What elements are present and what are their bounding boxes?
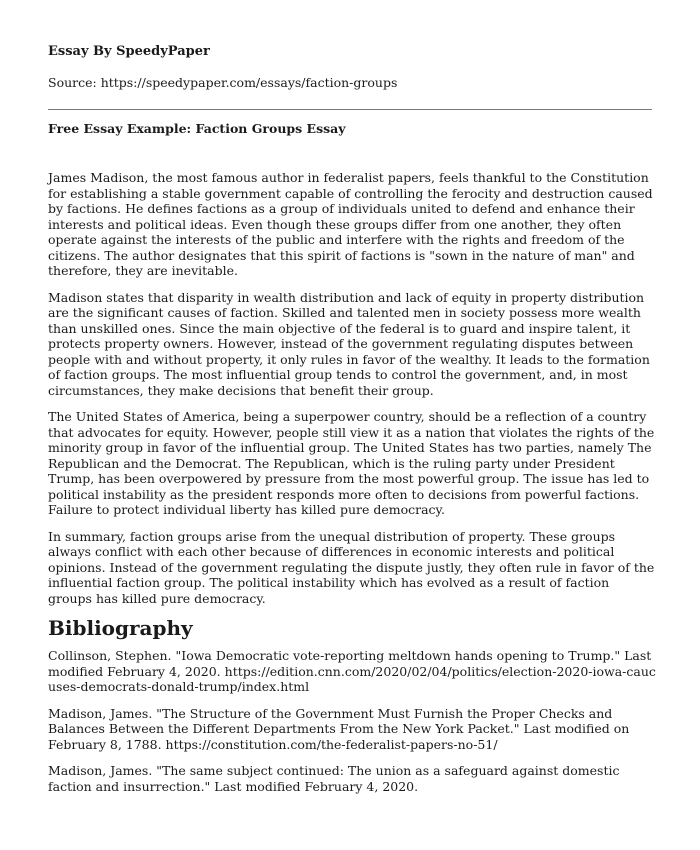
citation-text: Collinson, Stephen. "Iowa Democratic vote-reporting meltdown hands opening to Trump." Last modified February 4, 2020. bbox=[48, 648, 652, 679]
brand-title: Essay By SpeedyPaper bbox=[48, 44, 210, 59]
divider bbox=[48, 109, 652, 110]
citation-text: Madison, James. "The Structure of the Government Must Furnish the Proper Checks and Balances Between the Different Departments From the New York Packet." Last modified on February 8, 1788. bbox=[48, 705, 630, 752]
paragraph: James Madison, the most famous author in federalist papers, feels thankful to the Constitution for establishing a stable government capable of controlling the ferocity and destruction caused by factions. He defines factions as a group of individuals united to defend and enhance their interests and political ideas. Even though these groups differ from one another, they often operate against the interests of the public and interfere with the rights and freedom of the citizens. The author designates that this spirit of factions is "sown in the nature of man" and therefore, they are inevitable. bbox=[48, 170, 653, 278]
citation-url[interactable]: https://edition.cnn.com/2020/02/04/politics/election-2020-iowa-caucuses-democrats-donald-trump/index.html bbox=[48, 663, 656, 694]
paragraph: The United States of America, being a superpower country, should be a reflection of a country that advocates for equity. However, people still view it as a nation that violates the rights of the minority group in favor of the influential group. The United States has two parties, namely The Republican and the Democrat. The Republican, which is the ruling party under President Trump, has been overpowered by pressure from the most powerful group. The issue has led to political instability as the president responds more often to decisions from powerful factions. Failure to protect individual liberty has killed pure democracy. bbox=[48, 409, 655, 517]
citation-text: Madison, James. "The same subject continued: The union as a safeguard against domestic faction and insurrection." Last modified February 4, 2020. bbox=[48, 763, 620, 794]
bibliography-heading: Bibliography bbox=[48, 616, 193, 640]
essay-body bbox=[48, 170, 656, 805]
paragraph: Madison states that disparity in wealth distribution and lack of equity in property distribution are the significant causes of faction. Skilled and talented men in society possess more wealth than unskilled ones. Since the main objective of the federal is to guard and inspire talent, it protects property owners. However, instead of the government regulating disputes between people with and without property, it only rules in favor of the wealthy. It leads to the formation of faction groups. The most influential group tends to control the government, and, in most circumstances, they make decisions that benefit their group. bbox=[48, 289, 650, 398]
bibliography-entry bbox=[48, 706, 656, 753]
bibliography-entry bbox=[48, 763, 656, 794]
citation-url[interactable]: https://constitution.com/the-federalist-papers-no-51/ bbox=[165, 736, 498, 752]
paragraph: In summary, faction groups arise from the unequal distribution of property. These groups always conflict with each other because of differences in economic interests and political opinions. Instead of the government regulating the dispute justly, they often rule in favor of the influential faction group. The political instability which has evolved as a result of faction groups has killed pure democracy. bbox=[48, 528, 655, 606]
source-line: Source: https://speedypaper.com/essays/faction-groups bbox=[48, 75, 398, 90]
essay-title: Free Essay Example: Faction Groups Essay bbox=[48, 121, 346, 136]
bibliography-entry bbox=[48, 648, 656, 695]
